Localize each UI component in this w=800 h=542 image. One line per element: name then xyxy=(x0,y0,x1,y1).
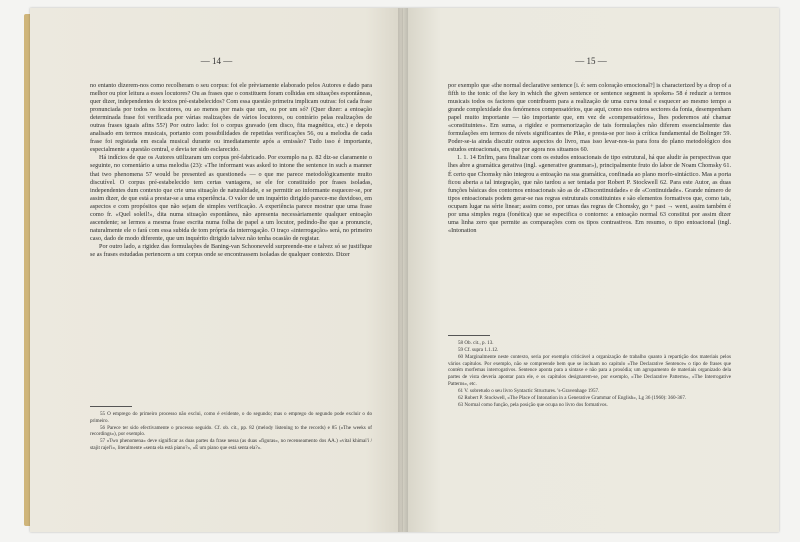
paragraph: no entanto dizerem-nos como recolheram o seu corpus: foi ele prèviamente elaborado pelos Autores e dado para melhor ou pior leitura a esses locutores? Ou as frases que o constituem foram colhidas em situações espontâneas, quer dizer, independentes de textos pré-estabelecidos? Com essa questão primeira implicam outras: foi cada frase pronunciada por todos os locutores, ou ao menos por mais que um, ou por um só? (Quer dizer: a entoação determinada frase foi verificada por várias realizações de vários locutores, ou contrário pelas realizações de outras frases iguais afins 55?) Por outro lado: foi o corpus gravado (em disco, fita magnética, etc.) e depois analisado em termos musicais, portanto com possibilidades de repetidas verificações 56, ou a melodia de cada frase foi registada em escala musical durante ou imediatamente após a emissão? Tudo isso é importante, especialmente a questão central, e devia ter sido esclarecido. xyxy=(90,82,372,154)
page-number: — 14 — xyxy=(200,56,233,66)
footnote: 58 Ob. cit., p. 13. xyxy=(458,340,494,346)
footnote: 60 Marginalmente neste contexto, seria por exemplo criticável a organização de trabalho quanto à repartição dos materiais pelos vários capítulos. Por exemplo, não se compreende bem que se incluam no capítulo «The Declarative Sentence» o tipo de frases que contém morfemas interrogativos. Sentence aponta para a sintaxe e não para a prosódia; um agrupamento de materiais organizado dela partes de vista deveria apontar para ele, e os capítulos designarem-se, por exemplo, «The Declarative Patterns», «The Interrogative Patterns», etc. xyxy=(448,354,731,387)
footnote: 55 O emprego do primeiro processo não exclui, como é evidente, o do segundo; mas o emprego do segundo pode excluir o do primeiro. xyxy=(90,411,372,424)
body-text xyxy=(448,82,731,235)
footnotes xyxy=(448,340,731,409)
footnote: 56 Parece ter sido efectivamente o processo seguido. Cf. ob. cit., pp. 82 (melody listening to the records) e 85 («The weeks of recordings»), por exemplo. xyxy=(90,424,372,438)
paragraph: 1. 1. 14 Enfim, para finalizar com os estudos entoacionais de tipo estrutural, há que aludir às perspectivas que lhes abre a gramática gerativa (ingl. «generative grammar»), principalmente fruto do labor de Noam Chomsky 61. É certo que Chomsky não integrou a entoação na sua gramática, confinada ao plano morfo-sintáctico. Mas a porta ficou aberta a tal integração, que não tardou a ser tentada por Robert P. Stockwell 62. Para este Autor, as duas funções básicas dos contornos entoacionais são as de «Discontinuidade» e de «Continuidade». Grande número de tipos entoacionais podem gerar-se nas regras estruturais constituintes e são elementos formativos que, como tais, ocupam lugar na série linear; assim como, por umas das regras de Chomsky, go + past → went, assim também é por uma simples regra (fonética) que se especifica o contorno: a entoação normal 63 constitui por assim dizer uma linha zero que permite as comparações com os tipos contrastivos. Em resumo, o tipo entoacional (ingl. «Intonation xyxy=(448,154,731,234)
footnote: 61 V. sobretudo o seu livro Syntactic Structures. 's-Gravenhage 1957. xyxy=(458,387,600,394)
paragraph: Por outro lado, a rigidez das formulações de Baning-van Schooneveld surpreende-me e talvez só se justifique se as frases estudadas pertencem a um corpus onde se encontrassem isoladas de qualquer contexto. Dizer xyxy=(90,242,372,258)
paragraph: por exemplo que «the normal declarative sentence [i. é: sem coloração emocional?] is characterized by a drop of a fifth to the tonic of the key in which the given sentence or sentence segment is spoken» 58 é reduzir a termos musicais todos os factores que contribuem para a realização de uma curva tonal e esquecer ao mesmo tempo a grande complexidade dos fenómenos compensatórios, que aqui, como nos outros sectores da fonia, desempenham papel muito importante — tão importante que, em vez de «compensatórios», lhes poderemos até chamar «constituintes». Em suma, a rigidez e pormenorização de tais formulações não diferem essencialmente das formulações em termos de níveis significantes de Pike, e presta-se por isso à crítica fundamental de Bolinger 59. Poder-se-ia ainda discutir outros aspectos do livro, mas isso levar-nos-ia para fora do plano metodológico dos estudos entoacionais, em que por agora nos situamos 60. xyxy=(448,82,731,154)
footnote-rule xyxy=(448,335,490,336)
footnote: 62 Robert P. Stockwell, «The Place of Intonation in a Generative Grammar of English», Lg 36 (1960): 360-367. xyxy=(458,394,687,401)
footnote: 63 Normal como função, pela posição que ocupa no livro dos formativos. xyxy=(458,401,608,408)
paragraph: Há indícios de que os Autores utilizaram um corpus pré-fabricado. Por exemplo na p. 82 diz-se claramente o seguinte, no comentário a uma melodia (23): «The informant was asked to intone the sentence in such a manner that two phenomena 57 would be presented as questioned» — o que me parece metodològicamente muito discutível. O corpus pré-estabelecido tem certas vantagens, se ele for constituído por frases isoladas, independentes dum contexto que crie uma situação de naturalidade, e se permitir ao informante esquecer-se, por assim dizer, de que está a prestar-se a uma experiência. O valor de um inquérito dirigido parece-me duvidoso, em aspectos e com propósitos que não sejam de simples verificação. A experiência parece mostrar que uma frase como fr. «Quel soleil!», dita numa situação espontânea, não apresenta necessàriamente qualquer entoação ascendente; se lermos a mesma frase escrita numa folha de papel a um locutor, pedindo-lhe que a pronuncie, naturalmente ele o fará com essa subida de tom própria da interrogação. O traço «interrogação» será, no primeiro caso, dado de modo diferente, que um inquérito dirigido talvez não tenha ocasião de registar. xyxy=(90,154,372,242)
footnote-rule xyxy=(90,406,132,407)
right-page xyxy=(403,8,779,532)
page-number: — 15 — xyxy=(575,56,607,66)
footnote: 57 «Two phenomena» deve significar as duas partes da frase nessa (as duas «figuras», no recenseamento dos AA.) «vital khimai'i / stajit rajel'i», literalmente «senta ela está piano?», «É um piano que está senta ela?». xyxy=(90,438,372,451)
left-page xyxy=(30,8,403,532)
body-text xyxy=(90,82,372,259)
footnote: 59 Cf. supra 1.1.12. xyxy=(458,347,499,354)
book-gutter xyxy=(398,8,408,532)
footnotes xyxy=(90,411,372,452)
